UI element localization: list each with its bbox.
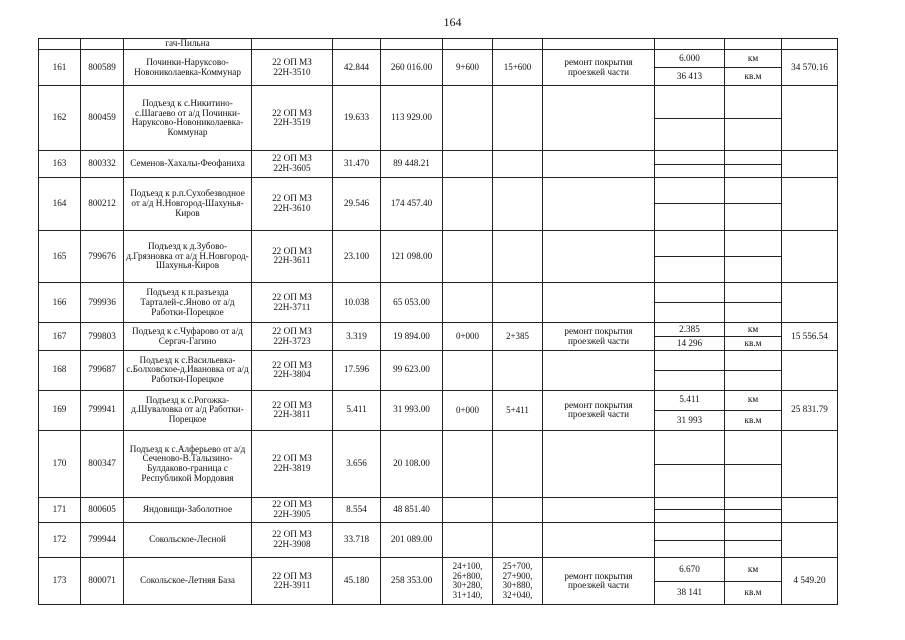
quantity-km: 5.411	[679, 394, 700, 405]
road-name: Подъезд к п.разъезда Тарталей-с.Яново от а/д Работки-Порецкое	[124, 283, 252, 323]
road-cost: 48 851.40	[381, 498, 443, 522]
quantity-area	[655, 540, 724, 557]
row-total	[782, 151, 838, 177]
work-type	[543, 86, 655, 151]
section-from	[443, 177, 493, 230]
row-number: 173	[39, 558, 81, 605]
unit-km: км	[747, 394, 759, 405]
unit-area	[725, 464, 781, 497]
road-cost: 121 098.00	[381, 230, 443, 283]
section-from	[443, 151, 493, 177]
road-category: 22 ОП МЗ 22Н-3911	[252, 558, 333, 605]
unit-area	[725, 204, 781, 230]
quantity-area	[655, 256, 724, 282]
unit-cell	[725, 230, 782, 283]
quantity-km	[655, 151, 724, 164]
section-from	[443, 522, 493, 558]
unit-area	[725, 164, 781, 177]
road-name: Подъезд к с.Рогожка-д.Шуваловка от а/д Работки-Порецкое	[124, 390, 252, 430]
section-from	[443, 230, 493, 283]
section-to	[493, 177, 543, 230]
unit-cell	[725, 558, 782, 605]
unit-km	[725, 431, 781, 464]
quantity-km	[655, 231, 724, 257]
section-from: 0+000	[443, 390, 493, 430]
road-category: 22 ОП МЗ 22Н-3611	[252, 230, 333, 283]
row-total	[782, 350, 838, 390]
road-name: Подъезд к с.Никитино-с.Шагаево от а/д Починки-Наруксово-Новониколаевка-Коммунар	[124, 86, 252, 151]
quantity-cell	[655, 177, 725, 230]
unit-cell	[725, 522, 782, 558]
quantity-cell	[655, 522, 725, 558]
road-code: 799803	[81, 323, 124, 350]
row-number: 171	[39, 498, 81, 522]
road-name: Починки-Наруксово-Новониколаевка-Коммунар	[124, 50, 252, 86]
unit-area: кв.м	[725, 68, 781, 85]
carry-over-name: гач-Пильна	[124, 39, 252, 50]
quantity-area	[655, 118, 724, 150]
quantity-cell	[655, 283, 725, 323]
road-code: 800212	[81, 177, 124, 230]
road-category: 22 ОП МЗ 22Н-3510	[252, 50, 333, 86]
row-number: 163	[39, 151, 81, 177]
road-length: 23.100	[333, 230, 381, 283]
work-type	[543, 498, 655, 522]
section-from	[443, 350, 493, 390]
quantity-cell	[655, 151, 725, 177]
work-type	[543, 430, 655, 497]
work-type	[543, 283, 655, 323]
unit-km	[725, 231, 781, 257]
unit-area: кв.м	[725, 581, 781, 604]
quantity-cell	[655, 323, 725, 350]
road-code: 800332	[81, 151, 124, 177]
section-to	[493, 350, 543, 390]
section-from	[443, 498, 493, 522]
road-code: 799941	[81, 390, 124, 430]
row-total: 4 549.20	[782, 558, 838, 605]
work-type: ремонт покрытия проезжей части	[543, 390, 655, 430]
road-category: 22 ОП МЗ 22Н-3908	[252, 522, 333, 558]
quantity-area: 38 141	[655, 581, 724, 604]
road-cost: 19 894.00	[381, 323, 443, 350]
road-name: Сокольское-Летняя База	[124, 558, 252, 605]
road-length: 3.656	[333, 430, 381, 497]
section-to: 15+600	[493, 50, 543, 86]
quantity-km	[655, 283, 724, 303]
row-total	[782, 498, 838, 522]
unit-cell	[725, 283, 782, 323]
quantity-area	[655, 164, 724, 177]
section-to	[493, 230, 543, 283]
road-code: 799676	[81, 230, 124, 283]
road-cost: 20 108.00	[381, 430, 443, 497]
quantity-cell	[655, 430, 725, 497]
road-code: 800071	[81, 558, 124, 605]
section-from	[443, 283, 493, 323]
road-name: Подъезд к с.Васильевка-с.Болховское-д.Ивановка от а/д Работки-Порецкое	[124, 350, 252, 390]
quantity-area	[655, 370, 724, 390]
work-type	[543, 177, 655, 230]
road-name: Семенов-Хахалы-Феофаниха	[124, 151, 252, 177]
section-from	[443, 430, 493, 497]
table-row	[39, 230, 838, 283]
road-length: 19.633	[333, 86, 381, 151]
unit-cell	[725, 430, 782, 497]
row-number: 170	[39, 430, 81, 497]
quantity-km	[655, 431, 724, 464]
table-row	[39, 151, 838, 177]
road-category: 22 ОП МЗ 22Н-3811	[252, 390, 333, 430]
table-row	[39, 498, 838, 522]
road-length: 17.596	[333, 350, 381, 390]
quantity-area: 31 993	[655, 410, 724, 430]
unit-km: км	[747, 323, 759, 334]
road-cost: 31 993.00	[381, 390, 443, 430]
unit-km	[725, 523, 781, 540]
road-category: 22 ОП МЗ 22Н-3723	[252, 323, 333, 350]
table-row	[39, 86, 838, 151]
work-type	[543, 230, 655, 283]
row-total: 34 570.16	[782, 50, 838, 86]
quantity-area: 36 413	[655, 68, 724, 85]
quantity-cell	[655, 390, 725, 430]
carry-over-row	[39, 39, 838, 50]
row-number: 165	[39, 230, 81, 283]
table-row	[39, 558, 838, 605]
road-cost: 113 929.00	[381, 86, 443, 151]
road-length: 42.844	[333, 50, 381, 86]
section-from: 24+100, 26+800, 30+280, 31+140,	[443, 558, 493, 605]
unit-km	[725, 178, 781, 204]
row-total	[782, 522, 838, 558]
table-row	[39, 50, 838, 86]
section-from: 9+600	[443, 50, 493, 86]
row-number: 166	[39, 283, 81, 323]
road-cost: 201 089.00	[381, 522, 443, 558]
row-number: 172	[39, 522, 81, 558]
unit-cell	[725, 498, 782, 522]
unit-cell	[725, 390, 782, 430]
unit-area	[725, 256, 781, 282]
unit-cell	[725, 323, 782, 350]
work-type	[543, 522, 655, 558]
quantity-km	[655, 178, 724, 204]
road-code: 800459	[81, 86, 124, 151]
unit-km: км	[747, 563, 759, 574]
table-row	[39, 350, 838, 390]
table-row	[39, 323, 838, 350]
row-number: 161	[39, 50, 81, 86]
section-to: 2+385	[493, 323, 543, 350]
quantity-cell	[655, 498, 725, 522]
row-number: 164	[39, 177, 81, 230]
unit-cell	[725, 177, 782, 230]
unit-km	[725, 86, 781, 118]
road-cost: 65 053.00	[381, 283, 443, 323]
road-length: 8.554	[333, 498, 381, 522]
row-total: 15 556.54	[782, 323, 838, 350]
road-length: 3.319	[333, 323, 381, 350]
row-number: 167	[39, 323, 81, 350]
quantity-cell	[655, 558, 725, 605]
page-number: 164	[443, 15, 462, 29]
quantity-area	[655, 510, 724, 522]
road-category: 22 ОП МЗ 22Н-3711	[252, 283, 333, 323]
row-total	[782, 230, 838, 283]
unit-km	[725, 151, 781, 164]
row-total	[782, 86, 838, 151]
unit-cell	[725, 151, 782, 177]
road-category: 22 ОП МЗ 22Н-3804	[252, 350, 333, 390]
row-total	[782, 430, 838, 497]
unit-km: км	[747, 52, 759, 63]
quantity-km: 2.385	[679, 323, 700, 334]
road-code: 799944	[81, 522, 124, 558]
road-length: 10.038	[333, 283, 381, 323]
road-cost: 99 623.00	[381, 350, 443, 390]
row-total: 25 831.79	[782, 390, 838, 430]
work-type	[543, 151, 655, 177]
table-row	[39, 430, 838, 497]
row-total	[782, 283, 838, 323]
work-type	[543, 350, 655, 390]
quantity-km: 6.000	[679, 52, 700, 63]
road-cost: 258 353.00	[381, 558, 443, 605]
quantity-area: 14 296	[655, 337, 724, 350]
road-code: 800347	[81, 430, 124, 497]
quantity-km	[655, 498, 724, 510]
road-cost: 260 016.00	[381, 50, 443, 86]
unit-cell	[725, 50, 782, 86]
unit-km	[725, 498, 781, 510]
section-to	[493, 86, 543, 151]
road-cost: 174 457.40	[381, 177, 443, 230]
quantity-km: 6.670	[679, 563, 700, 574]
road-code: 800605	[81, 498, 124, 522]
work-type: ремонт покрытия проезжей части	[543, 323, 655, 350]
row-number: 162	[39, 86, 81, 151]
road-length: 45.180	[333, 558, 381, 605]
road-category: 22 ОП МЗ 22Н-3519	[252, 86, 333, 151]
quantity-km	[655, 351, 724, 371]
unit-area	[725, 510, 781, 522]
unit-cell	[725, 86, 782, 151]
section-from: 0+000	[443, 323, 493, 350]
quantity-cell	[655, 230, 725, 283]
road-name: Подъезд к с.Алферьево от а/д Сеченово-В.Талызино-Булдаково-граница с Республикой Мордовия	[124, 430, 252, 497]
road-name: Яндовищи-Заболотное	[124, 498, 252, 522]
quantity-km	[655, 86, 724, 118]
row-number: 169	[39, 390, 81, 430]
unit-area	[725, 303, 781, 323]
quantity-area	[655, 464, 724, 497]
unit-km	[725, 283, 781, 303]
unit-km	[725, 351, 781, 371]
table-row	[39, 390, 838, 430]
unit-area: кв.м	[725, 410, 781, 430]
section-to: 25+700, 27+900, 30+880, 32+040,	[493, 558, 543, 605]
road-name: Подъезд к р.п.Сухобезводное от а/д Н.Новгород-Шахунья-Киров	[124, 177, 252, 230]
unit-area	[725, 540, 781, 557]
section-from	[443, 86, 493, 151]
work-type: ремонт покрытия проезжей части	[543, 50, 655, 86]
table-row	[39, 283, 838, 323]
quantity-area	[655, 303, 724, 323]
quantity-cell	[655, 350, 725, 390]
row-number: 168	[39, 350, 81, 390]
road-cost: 89 448.21	[381, 151, 443, 177]
table-row	[39, 177, 838, 230]
section-to	[493, 498, 543, 522]
unit-area: кв.м	[725, 337, 781, 350]
road-name: Сокольское-Лесной	[124, 522, 252, 558]
road-code: 799936	[81, 283, 124, 323]
road-length: 29.546	[333, 177, 381, 230]
roads-table	[38, 38, 838, 605]
quantity-area	[655, 204, 724, 230]
section-to	[493, 283, 543, 323]
road-name: Подъезд к д.Зубово-д.Грязновка от а/д Н.Новгород-Шахунья-Киров	[124, 230, 252, 283]
road-category: 22 ОП МЗ 22Н-3605	[252, 151, 333, 177]
row-total	[782, 177, 838, 230]
road-category: 22 ОП МЗ 22Н-3610	[252, 177, 333, 230]
road-code: 799687	[81, 350, 124, 390]
unit-area	[725, 370, 781, 390]
road-category: 22 ОП МЗ 22Н-3819	[252, 430, 333, 497]
road-category: 22 ОП МЗ 22Н-3905	[252, 498, 333, 522]
unit-cell	[725, 350, 782, 390]
road-name: Подъезд к с.Чуфарово от а/д Сергач-Гагино	[124, 323, 252, 350]
quantity-cell	[655, 50, 725, 86]
table-row	[39, 522, 838, 558]
unit-area	[725, 118, 781, 150]
road-length: 5.411	[333, 390, 381, 430]
road-code: 800589	[81, 50, 124, 86]
quantity-cell	[655, 86, 725, 151]
section-to	[493, 151, 543, 177]
section-to	[493, 522, 543, 558]
quantity-km	[655, 523, 724, 540]
road-length: 31.470	[333, 151, 381, 177]
work-type: ремонт покрытия проезжей части	[543, 558, 655, 605]
section-to: 5+411	[493, 390, 543, 430]
road-length: 33.718	[333, 522, 381, 558]
section-to	[493, 430, 543, 497]
